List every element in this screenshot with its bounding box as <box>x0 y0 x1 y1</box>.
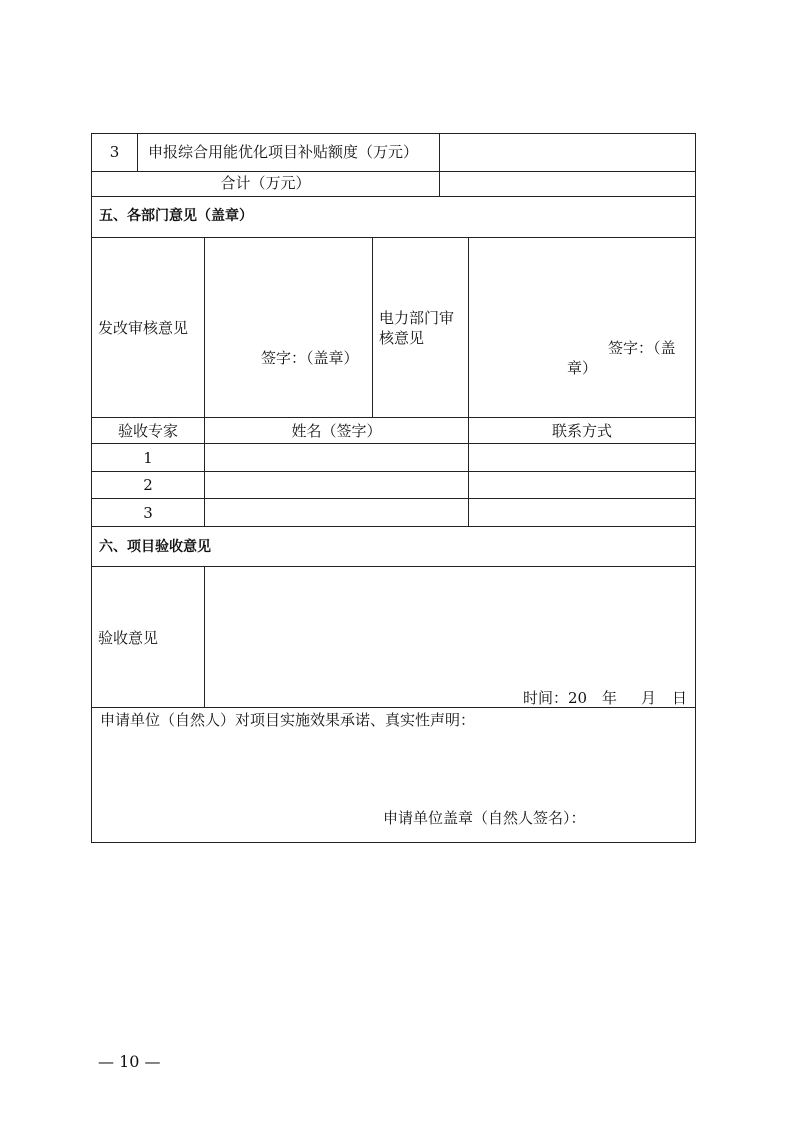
section-5-title: 五、各部门意见（盖章） <box>99 208 253 224</box>
year-label: 年 <box>602 689 618 707</box>
experts-header-contact: 联系方式 <box>551 422 612 440</box>
ndrc-review-label: 发改审核意见 <box>98 319 189 337</box>
row-3-label: 申报综合用能优化项目补贴额度（万元） <box>148 143 419 161</box>
power-review-label-line1: 电力部门审 <box>379 309 455 327</box>
rule <box>91 443 696 444</box>
acceptance-opinion-label: 验收意见 <box>98 629 159 647</box>
declaration-text: 申请单位（自然人）对项目实施效果承诺、真实性声明： <box>100 711 476 729</box>
rule <box>372 237 373 417</box>
time-label: 时间：20 <box>523 689 588 707</box>
row-3-index: 3 <box>109 143 120 161</box>
rule <box>91 171 696 172</box>
rule <box>468 237 469 526</box>
page-number: — 10 — <box>98 1052 161 1071</box>
rule <box>204 566 205 707</box>
rule <box>91 498 696 499</box>
rule <box>91 566 696 567</box>
rule <box>91 471 696 472</box>
day-label: 日 <box>672 689 688 707</box>
rule <box>91 417 696 418</box>
declaration-seal: 申请单位盖章（自然人签名）： <box>383 809 586 827</box>
rule <box>137 133 138 171</box>
rule <box>91 237 696 238</box>
month-label: 月 <box>641 689 657 707</box>
ndrc-sign-label: 签字：（盖章） <box>261 349 359 367</box>
rule <box>91 526 696 527</box>
experts-header-name: 姓名（签字） <box>291 422 382 440</box>
power-sign-label-line1: 签字：（盖 <box>608 339 676 357</box>
expert-row-index: 1 <box>143 449 153 467</box>
rule <box>695 133 696 843</box>
expert-row-index: 2 <box>143 476 153 494</box>
rule <box>91 133 696 134</box>
expert-row-index: 3 <box>143 504 153 522</box>
total-label: 合计（万元） <box>220 174 311 192</box>
experts-header-label: 验收专家 <box>117 422 178 440</box>
rule <box>91 842 696 843</box>
rule <box>439 133 440 196</box>
rule <box>91 196 696 197</box>
section-6-title: 六、项目验收意见 <box>99 539 211 555</box>
power-review-label-line2: 核意见 <box>379 329 425 347</box>
power-sign-label-line2: 章） <box>567 359 598 377</box>
rule <box>204 237 205 526</box>
